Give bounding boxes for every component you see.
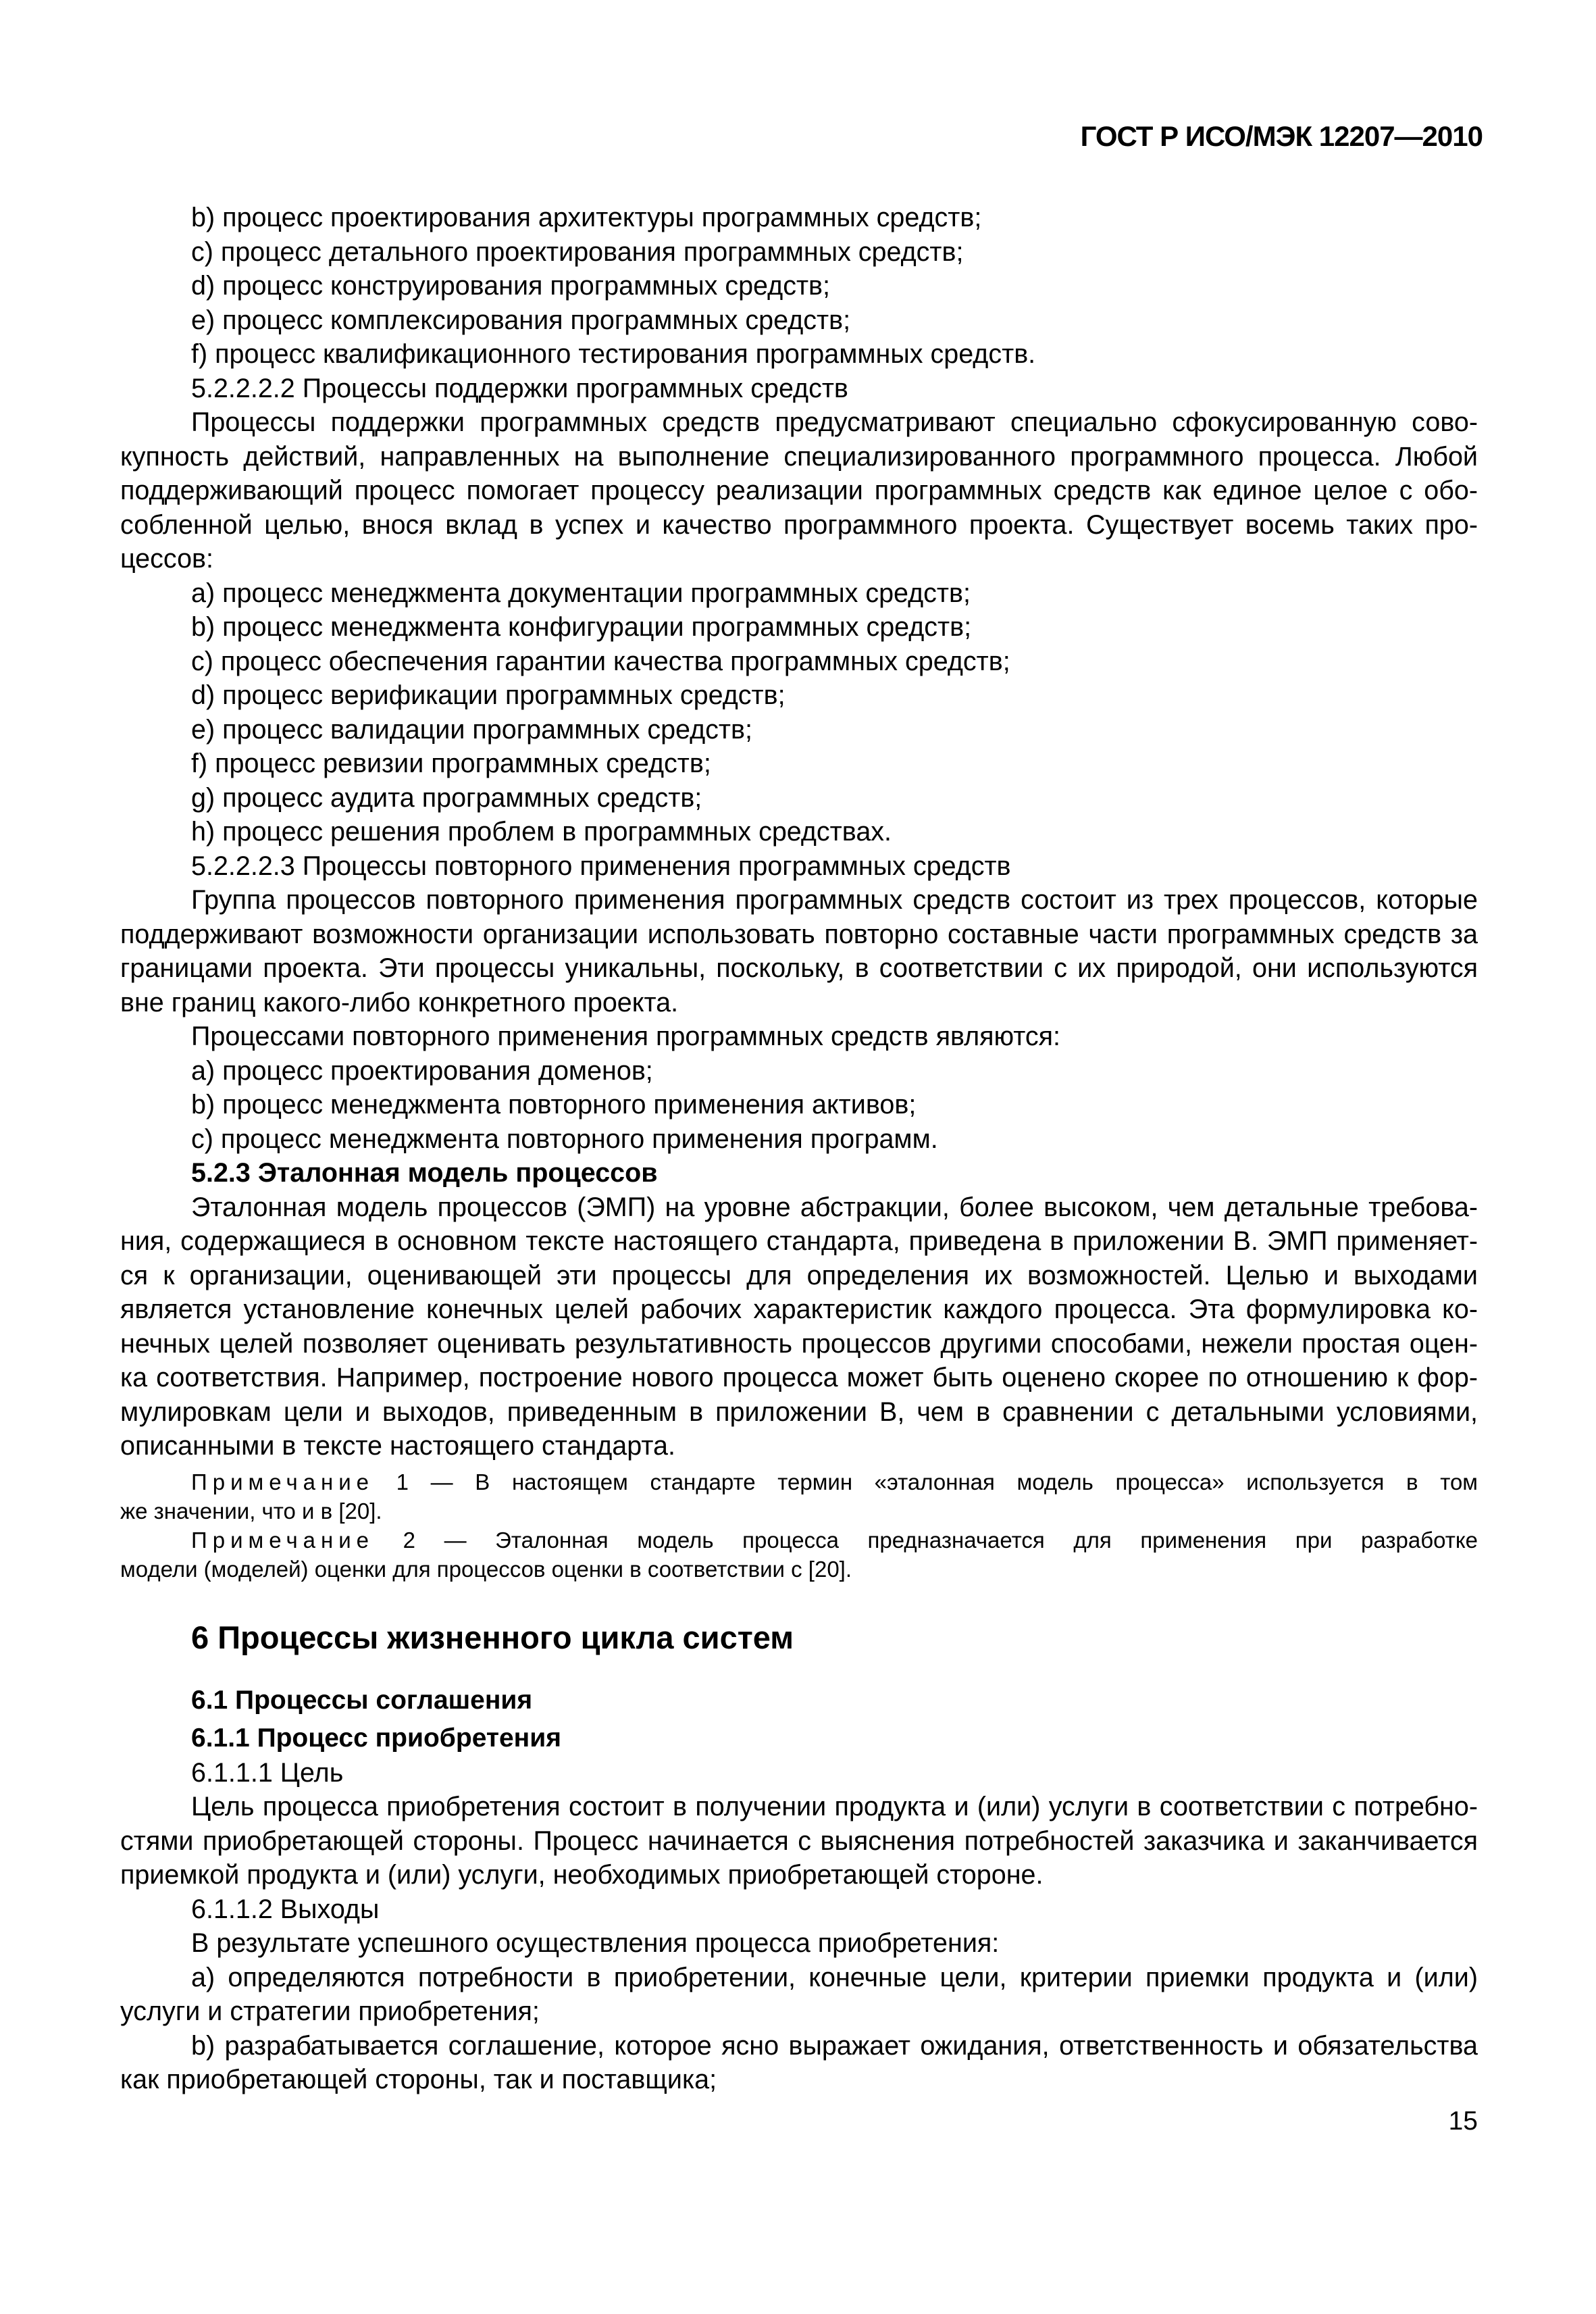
- paragraph-line: нечных целей позволяет оценивать результативность процессов другими способами, нежели простая оцен-: [120, 1328, 1478, 1359]
- list-item: a) процесс проектирования доменов;: [191, 1055, 653, 1086]
- page-number: 15: [1448, 2107, 1478, 2136]
- note-text: 2 — Эталонная модель процесса предназначается для применения при разработке: [374, 1527, 1478, 1553]
- list-item: f) процесс ревизии программных средств;: [191, 749, 711, 778]
- list-item: b) процесс менеджмента конфигурации программных средств;: [191, 612, 972, 642]
- list-item-cont: как приобретающей стороны, так и поставщика;: [120, 2065, 717, 2094]
- paragraph-line: мулировкам цели и выходов, приведенным в приложении В, чем в сравнении с детальными условиями,: [120, 1397, 1478, 1427]
- list-item: b) процесс проектирования архитектуры программных средств;: [191, 203, 982, 232]
- paragraph-line: цессов:: [120, 544, 214, 574]
- paragraph-line: ся к организации, оценивающей эти процессы для определения их возможностей. Целью и выходами: [120, 1260, 1478, 1290]
- paragraph-line: Группа процессов повторного применения программных средств состоит из трех процессов, которые: [191, 885, 1478, 915]
- paragraph-line: Цель процесса приобретения состоит в получении продукта и (или) услуги в соответствии с потребно-: [191, 1792, 1478, 1821]
- note-block: [120, 1467, 1478, 1584]
- paragraph-intro: Процессами повторного применения программных средств являются:: [191, 1022, 1061, 1051]
- note-1-cont: же значении, что и в [20].: [120, 1498, 382, 1524]
- list-item: a) определяются потребности в приобретении, конечные цели, критерии приемки продукта и (или): [191, 1962, 1478, 1992]
- subsection-title-6112: 6.1.1.2 Выходы: [191, 1894, 380, 1924]
- list-item: e) процесс валидации программных средств;: [191, 714, 752, 745]
- paragraph-line: границами проекта. Эти процессы уникальны, поскольку, в соответствии с их природой, они используются: [120, 953, 1478, 983]
- paragraph-line: стями приобретающей стороны. Процесс начинается с выяснения потребностей заказчика и заканчивается: [120, 1826, 1478, 1856]
- paragraph-line: описанными в тексте настоящего стандарта.: [120, 1431, 675, 1461]
- note-text: 1 — В настоящем стандарте термин «эталонная модель процесса» используется в том: [374, 1469, 1478, 1494]
- list-item: b) разрабатывается соглашение, которое ясно выражает ожидания, ответственность и обязательства: [191, 2030, 1478, 2061]
- note-label: Примечание: [191, 1469, 375, 1494]
- document-header-standard-id: ГОСТ Р ИСО/МЭК 12207—2010: [1080, 120, 1483, 152]
- chapter-title-6: 6 Процессы жизненного цикла систем: [191, 1619, 794, 1655]
- subsection-title-52223: 5.2.2.2.3 Процессы повторного применения программных средств: [191, 851, 1011, 881]
- list-item: d) процесс конструирования программных средств;: [191, 271, 830, 301]
- paragraph-line: Процессы поддержки программных средств предусматривают специально сфокусированную сово-: [191, 407, 1478, 437]
- section-title-61: 6.1 Процессы соглашения: [191, 1685, 533, 1715]
- list-item: e) процесс комплексирования программных средств;: [191, 305, 851, 335]
- note-2-line: [120, 1526, 1478, 1555]
- paragraph-intro: В результате успешного осуществления процесса приобретения:: [191, 1928, 1000, 1958]
- document-body: [120, 201, 1478, 2097]
- list-item-cont: услуги и стратегии приобретения;: [120, 1996, 540, 2026]
- paragraph-line: является установление конечных целей рабочих характеристик каждого процесса. Эта формулировка ко-: [120, 1294, 1478, 1324]
- list-item: c) процесс обеспечения гарантии качества программных средств;: [191, 646, 1010, 676]
- note-1-line: [120, 1467, 1478, 1496]
- paragraph-line: ния, содержащиеся в основном тексте настоящего стандарта, приведена в приложении В. ЭМП применяет-: [120, 1226, 1478, 1256]
- section-title-523: 5.2.3 Эталонная модель процессов: [191, 1158, 658, 1188]
- list-item: d) процесс верификации программных средств;: [191, 680, 786, 710]
- list-item: h) процесс решения проблем в программных средствах.: [191, 817, 892, 847]
- paragraph-line: собленной целью, внося вклад в успех и качество программного проекта. Существует восемь таких про-: [120, 509, 1478, 540]
- paragraph-line: поддерживающий процесс помогает процессу реализации программных средств как единое целое с обо-: [120, 476, 1478, 505]
- note-2-cont: модели (моделей) оценки для процессов оценки в соответствии с [20].: [120, 1556, 852, 1582]
- paragraph-line: купность действий, направленных на выполнение специализированного программного процесса. Любой: [120, 441, 1478, 472]
- list-item: c) процесс детального проектирования программных средств;: [191, 236, 964, 267]
- section-title-611: 6.1.1 Процесс приобретения: [191, 1724, 561, 1753]
- paragraph-line: поддерживают возможности организации использовать повторно составные части программных средств за: [120, 919, 1478, 949]
- subsection-title-6111: 6.1.1.1 Цель: [191, 1757, 344, 1788]
- list-item: a) процесс менеджмента документации программных средств;: [191, 578, 971, 608]
- list-item: b) процесс менеджмента повторного применения активов;: [191, 1090, 917, 1120]
- paragraph-line: Эталонная модель процессов (ЭМП) на уровне абстракции, более высоком, чем детальные требова-: [191, 1192, 1478, 1222]
- list-item: c) процесс менеджмента повторного применения программ.: [191, 1124, 938, 1154]
- note-label: Примечание: [191, 1527, 375, 1553]
- paragraph-line: приемкой продукта и (или) услуги, необходимых приобретающей стороне.: [120, 1860, 1044, 1890]
- paragraph-line: вне границ какого-либо конкретного проекта.: [120, 987, 679, 1017]
- list-item: g) процесс аудита программных средств;: [191, 782, 702, 813]
- paragraph-line: ка соответствия. Например, построение нового процесса может быть оценено скорее по отношению к фор-: [120, 1363, 1478, 1392]
- list-item: f) процесс квалификационного тестирования программных средств.: [191, 339, 1036, 369]
- subsection-title-52222: 5.2.2.2.2 Процессы поддержки программных средств: [191, 373, 848, 403]
